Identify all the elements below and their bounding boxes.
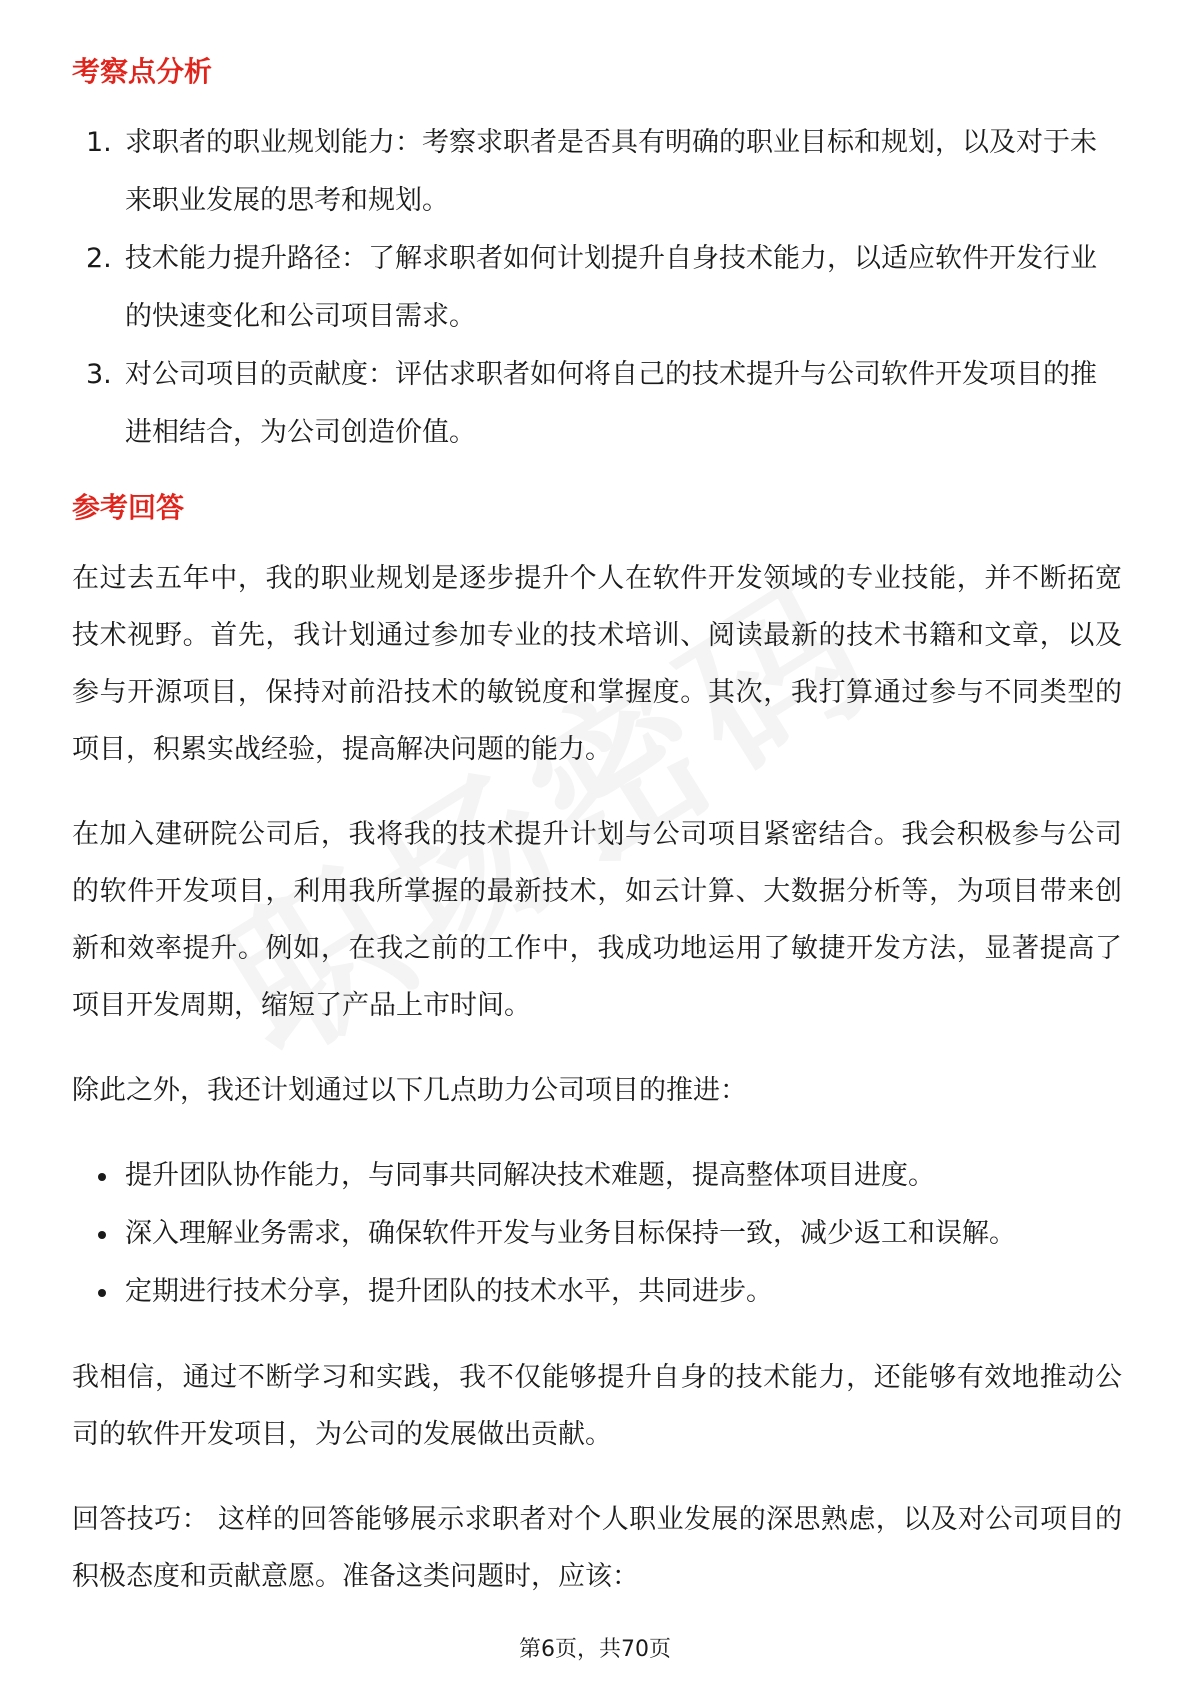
list-item-text: 定期进行技术分享，提升团队的技术水平，共同进步。 [125,1276,773,1307]
list-item-text: 深入理解业务需求，确保软件开发与业务目标保持一致，减少返工和误解。 [125,1218,1016,1249]
list-item-text: 提升团队协作能力，与同事共同解决技术难题，提高整体项目进度。 [125,1160,935,1191]
list-item [72,346,1122,462]
analysis-list [72,114,1122,462]
list-item [72,114,1122,230]
bullet-icon [98,1289,106,1297]
list-item [72,230,1122,346]
list-item [72,1263,1122,1321]
list-number: 2. [86,243,112,274]
answer-paragraph-3: 除此之外，我还计划通过以下几点助力公司项目的推进： [72,1075,747,1106]
list-item-text: 求职者的职业规划能力：考察求职者是否具有明确的职业目标和规划，以及对于未来职业发展的思考和规划。 [125,127,1097,216]
bullet-icon [98,1231,106,1239]
bullet-icon [98,1173,106,1181]
analysis-heading: 考察点分析 [72,55,213,88]
list-item [72,1205,1122,1263]
list-item-text: 对公司项目的贡献度：评估求职者如何将自己的技术提升与公司软件开发项目的推进相结合，为公司创造价值。 [125,359,1097,448]
list-number: 3. [86,359,112,390]
answer-tips-paragraph: 回答技巧： 这样的回答能够展示求职者对个人职业发展的深思熟虑，以及对公司项目的积极态度和贡献意愿。准备这类问题时，应该： [72,1504,1122,1592]
page-content [72,48,1122,1633]
answer-paragraph-2: 在加入建研院公司后，我将我的技术提升计划与公司项目紧密结合。我会积极参与公司的软件开发项目，利用我所掌握的最新技术，如云计算、大数据分析等，为项目带来创新和效率提升。例如，在我之前的工作中，我成功地运用了敏捷开发方法，显著提高了项目开发周期，缩短了产品上市时间。 [72,819,1122,1021]
list-item [72,1147,1122,1205]
answer-paragraph-1: 在过去五年中，我的职业规划是逐步提升个人在软件开发领域的专业技能，并不断拓宽技术视野。首先，我计划通过参加专业的技术培训、阅读最新的技术书籍和文章，以及参与开源项目，保持对前沿技术的敏锐度和掌握度。其次，我打算通过参与不同类型的项目，积累实战经验，提高解决问题的能力。 [72,563,1122,765]
answer-paragraph-4: 我相信，通过不断学习和实践，我不仅能够提升自身的技术能力，还能够有效地推动公司的软件开发项目，为公司的发展做出贡献。 [72,1362,1122,1450]
answer-heading: 参考回答 [72,491,185,524]
list-item-text: 技术能力提升路径：了解求职者如何计划提升自身技术能力，以适应软件开发行业的快速变化和公司项目需求。 [125,243,1097,332]
answer-bullet-list [72,1147,1122,1321]
list-number: 1. [86,127,112,158]
page-number-footer: 第6页，共70页 [519,1637,671,1662]
